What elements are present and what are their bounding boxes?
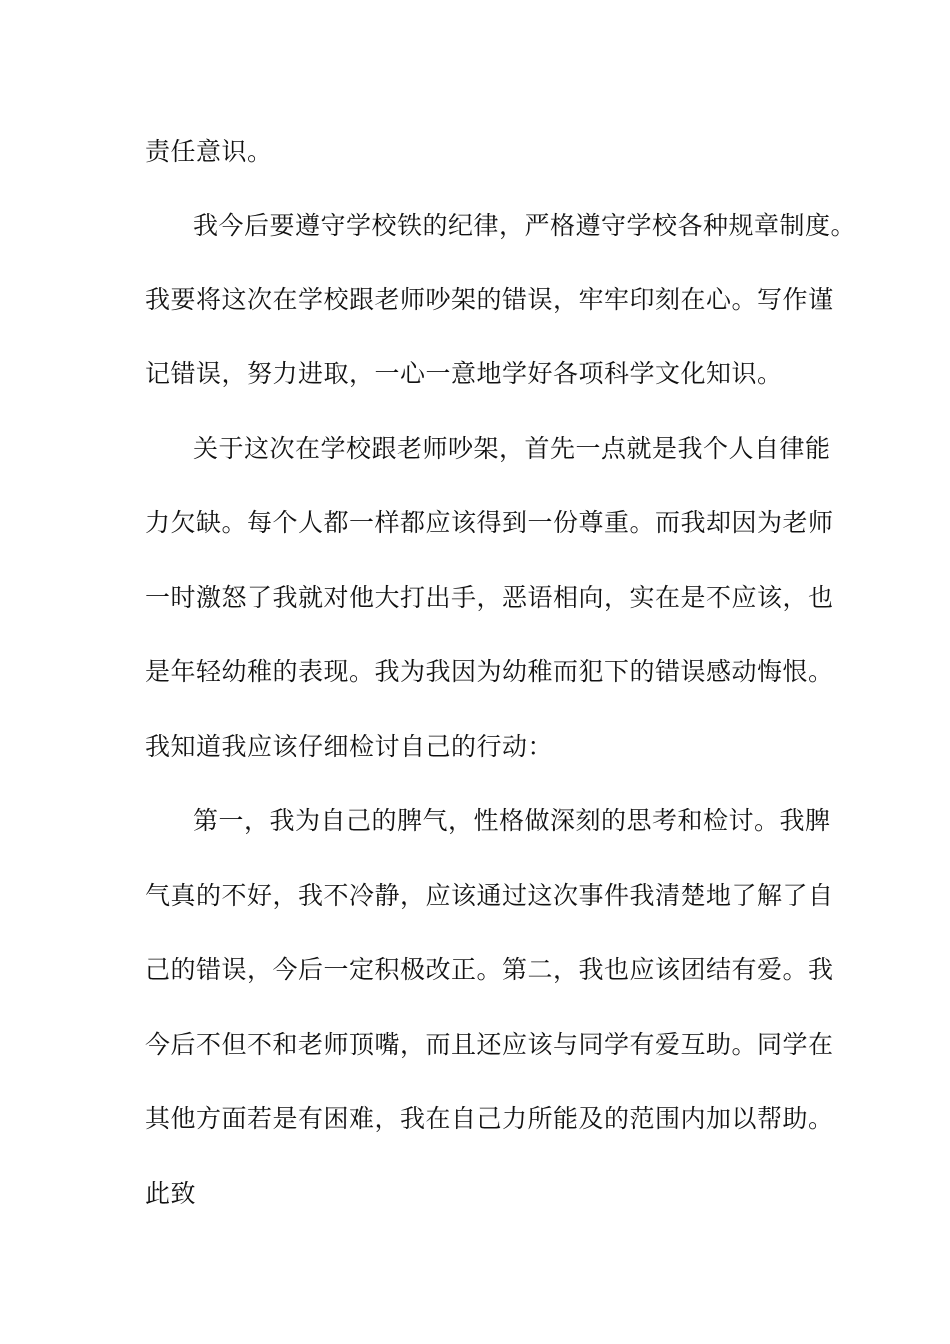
paragraph-start-line: 关于这次在学校跟老师吵架，首先一点就是我个人自律能 xyxy=(193,434,831,463)
text-line: 一时激怒了我就对他大打出手，恶语相向，实在是不应该，也 xyxy=(145,583,834,612)
text-line: 气真的不好，我不冷静，应该通过这次事件我清楚地了解了自 xyxy=(145,881,834,910)
text-line: 是年轻幼稚的表现。我为我因为幼稚而犯下的错误感动悔恨。 xyxy=(145,657,834,686)
text-line: 记错误，努力进取，一心一意地学好各项科学文化知识。 xyxy=(145,359,783,388)
closing-line: 此致 xyxy=(145,1179,197,1208)
text-line: 我要将这次在学校跟老师吵架的错误，牢牢印刻在心。写作谨 xyxy=(145,285,834,314)
text-line: 今后不但不和老师顶嘴，而且还应该与同学有爱互助。同学在 xyxy=(145,1030,834,1059)
paragraph-start-line: 第一，我为自己的脾气，性格做深刻的思考和检讨。我脾 xyxy=(193,806,831,835)
text-line: 力欠缺。每个人都一样都应该得到一份尊重。而我却因为老师 xyxy=(145,508,834,537)
text-line: 责任意识。 xyxy=(145,137,273,166)
text-line: 我知道我应该仔细检讨自己的行动： xyxy=(145,732,554,761)
text-line: 其他方面若是有困难，我在自己力所能及的范围内加以帮助。 xyxy=(145,1104,834,1133)
text-line: 己的错误，今后一定积极改正。第二，我也应该团结有爱。我 xyxy=(145,955,834,984)
paragraph-start-line: 我今后要遵守学校铁的纪律，严格遵守学校各种规章制度。 xyxy=(193,211,857,240)
